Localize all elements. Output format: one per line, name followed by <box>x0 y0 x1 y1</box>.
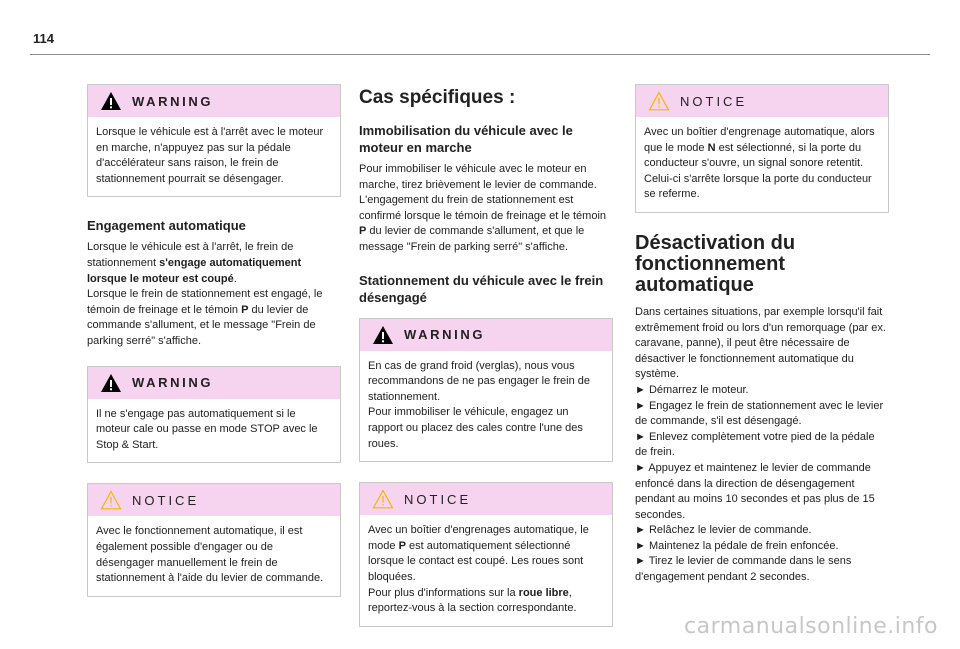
watermark: carmanualsonline.info <box>684 614 938 639</box>
warning-box-header <box>88 367 340 399</box>
steps-list <box>635 383 889 586</box>
notice-triangle-icon <box>648 91 670 111</box>
warning-triangle-icon <box>100 91 122 111</box>
notice-label: NOTICE <box>132 492 200 508</box>
paragraph: Pour immobiliser le véhicule avec le moteur en marche, tirez brièvement le levier de commande. L'engagement du frein de stationnement est confirmé lorsque le témoin de freinage et le témoin P du levier de commande s'allument, et que le message "Frein de parking serré" s'affiche. <box>359 163 607 253</box>
list-item: ► Engagez le frein de stationnement avec le levier de commande, s'il est désengagé. <box>635 399 884 428</box>
notice-box <box>87 483 341 596</box>
notice-text: Avec un boîtier d'engrenages automatique, le mode P est automatiquement sélectionné lorsque le contact est coupé. Les roues sont bloquées. Pour plus d'informations sur la roue libre, reportez-vous à la section correspondante. <box>368 524 589 615</box>
section-heading: Engagement automatique <box>87 218 246 234</box>
notice-box-header <box>88 484 340 516</box>
notice-label: NOTICE <box>404 491 472 507</box>
warning-box <box>87 84 341 197</box>
notice-text: Avec le fonctionnement automatique, il est également possible d'engager ou de désengager manuellement le frein de stationnement à l'aide du levier de commande. <box>96 525 324 585</box>
notice-box <box>359 482 613 627</box>
list-item: ► Enlevez complètement votre pied de la pédale de frein. <box>635 430 875 459</box>
warning-box <box>359 318 613 463</box>
warning-text: Lorsque le véhicule est à l'arrêt avec le moteur en marche, n'appuyez pas sur la pédale d'accélérateur sans raison, le frein de stationnement pourrait se désengager. <box>96 126 324 185</box>
notice-box <box>635 84 889 213</box>
column-left <box>87 84 341 617</box>
section-heading: Immobilisation du véhicule avec le moteur en marche <box>359 123 573 155</box>
list-item: ► Tirez le levier de commande dans le sens d'engagement pendant 2 secondes. <box>635 555 852 584</box>
section-title: Cas spécifiques : <box>359 87 516 108</box>
section-heading: Stationnement du véhicule avec le frein désengagé <box>359 272 604 305</box>
warning-label: WARNING <box>132 375 214 391</box>
warning-text: En cas de grand froid (verglas), nous vous recommandons de ne pas engager le frein de stationnement. Pour immobiliser le véhicule, engagez un rapport ou placez des cales contre l'une des roues. <box>368 359 590 450</box>
section-title: Désactivation du fonctionnement automatique <box>635 231 796 296</box>
notice-box-header <box>360 483 612 515</box>
paragraph: Lorsque le frein de stationnement est engagé, le témoin de freinage et le témoin P du levier de commande s'allument, et le message "Frein de parking serré" s'affiche. <box>87 288 323 347</box>
notice-box-header <box>636 85 888 117</box>
notice-text: Avec un boîtier d'engrenage automatique, alors que le mode N est sélectionné, si la porte du conducteur s'ouvre, un signal sonore retentit. Celui-ci s'arrête lorsque la porte du conducteur se referme. <box>644 126 875 201</box>
warning-triangle-icon <box>100 373 122 393</box>
warning-box-header <box>360 319 612 351</box>
notice-triangle-icon <box>100 490 122 510</box>
notice-label: NOTICE <box>680 93 748 109</box>
notice-triangle-icon <box>372 489 394 509</box>
warning-label: WARNING <box>404 327 486 343</box>
column-middle <box>359 84 613 647</box>
warning-box <box>87 366 341 464</box>
warning-box-header <box>88 85 340 117</box>
paragraph: Dans certaines situations, par exemple lorsqu'il fait extrêmement froid ou lors d'un remorquage (par ex. caravane, panne), il peut être nécessaire de désactiver le fonctionnement automatique du système. <box>635 305 886 381</box>
top-rule <box>30 54 930 55</box>
paragraph: Lorsque le véhicule est à l'arrêt, le frein de stationnement s'engage automatiquement lorsque le moteur est coupé. <box>87 241 302 285</box>
warning-triangle-icon <box>372 325 394 345</box>
list-item: ► Maintenez la pédale de frein enfoncée. <box>635 539 839 552</box>
column-right <box>635 84 889 586</box>
warning-label: WARNING <box>132 93 214 109</box>
list-item: ► Appuyez et maintenez le levier de commande enfoncé dans la direction de désengagement pendant au moins 10 secondes et pas plus de 15 secondes. <box>635 461 875 521</box>
warning-text: Il ne s'engage pas automatiquement si le moteur cale ou passe en mode STOP avec le Stop & Start. <box>96 407 318 451</box>
list-item: ► Démarrez le moteur. <box>635 383 749 396</box>
page-number: 114 <box>33 31 54 46</box>
list-item: ► Relâchez le levier de commande. <box>635 524 812 537</box>
